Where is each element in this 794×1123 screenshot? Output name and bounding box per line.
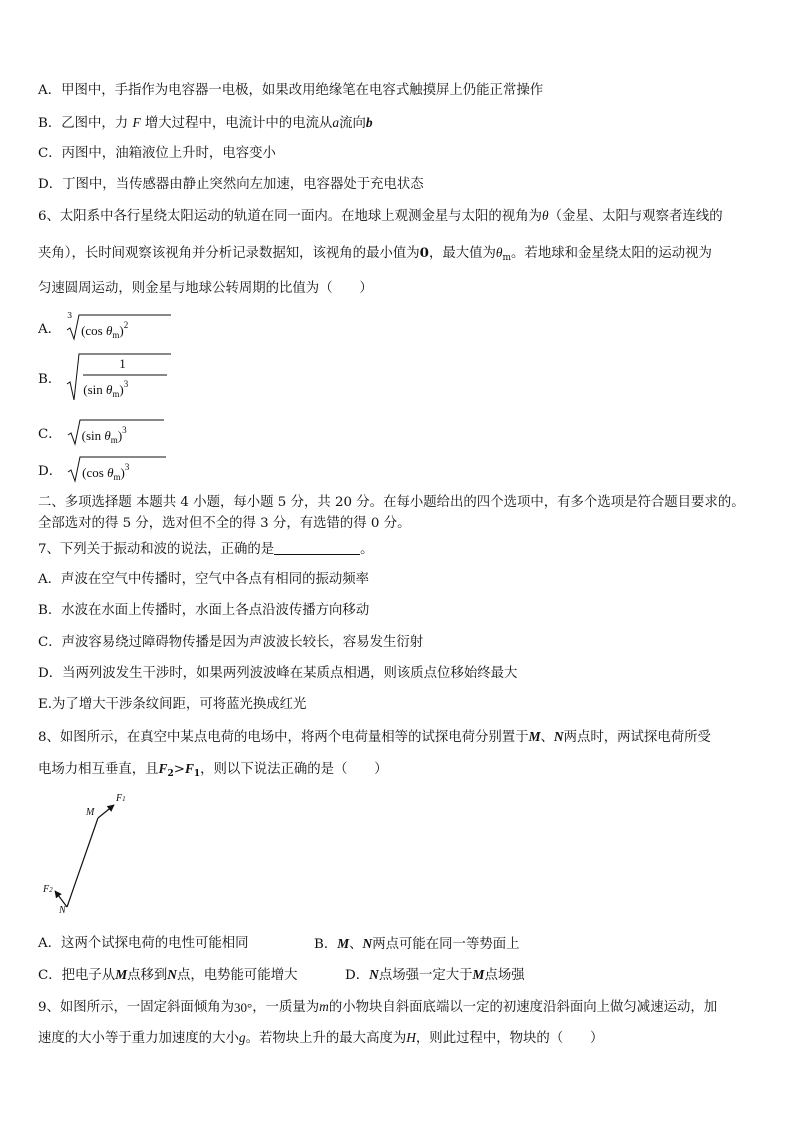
- q7-option-c: C．声波容易绕过障碍物传播是因为声波波长较长，容易发生衍射: [38, 635, 424, 650]
- q7-stem: 7、下列关于振动和波的说法，正确的是 。: [38, 542, 374, 557]
- q9-stem-line2: 速度的大小等于重力加速度的大小g。若物块上升的最大高度为H，则此过程中，物块的（ ）: [38, 1030, 604, 1046]
- q7-option-d: D．当两列波发生干涉时，如果两列波波峰在某质点相遇，则该质点位移始终最大: [38, 666, 518, 681]
- mn-line: [67, 818, 98, 907]
- q8-option-b: B．M、N两点可能在同一等势面上: [314, 936, 520, 952]
- label-m: M: [86, 807, 95, 818]
- q6-stem-line1: 6、太阳系中各行星绕太阳运动的轨道在同一面内。在地球上观测金星与太阳的视角为θ（金星、太阳与观察者连线的: [38, 208, 723, 224]
- label-f2: F2: [43, 884, 53, 895]
- q8-stem-line1: 8、如图所示，在真空中某点电荷的电场中，将两个电荷量相等的试探电荷分别置于M、N两点时，两试探电荷所受: [38, 729, 711, 745]
- section-2-instructions-line1: 二、多项选择题 本题共 4 小题，每小题 5 分，共 20 分。在每小题给出的四个选项中，有多个选项是符合题目要求的。: [38, 495, 745, 510]
- section-2-instructions-line2: 全部选对的得 5 分，选对但不全的得 3 分，有选错的得 0 分。: [38, 516, 411, 531]
- q6-option-a: A． 3 (cos $\theta_m)^2$: [38, 313, 171, 341]
- q6-option-b: B． 1 (sin $\theta_m)^3$: [38, 352, 171, 402]
- q8-option-c: C．把电子从M点移到N点，电势能可能增大: [38, 967, 298, 983]
- q8-stem-line2: 电场力相互垂直，且$F_2>F_1$，则以下说法正确的是（ ）: [38, 761, 388, 779]
- q5-option-c: C．丙图中，油箱液位上升时，电容变小: [38, 146, 276, 161]
- q5-option-d: D．丁图中，当传感器由静止突然向左加速，电容器处于充电状态: [38, 177, 424, 192]
- square-root-fraction: 1 (sin $\theta_m)^3$: [67, 352, 171, 402]
- q6-stem-line3: 匀速圆周运动，则金星与地球公转周期的比值为（ ）: [38, 281, 373, 296]
- q7-option-b: B．水波在水面上传播时，水面上各点沿波传播方向移动: [38, 603, 370, 618]
- square-root-expression: (sin $\theta_m)^3$: [68, 418, 164, 446]
- answer-blank: [274, 542, 360, 555]
- q8-option-a: A．这两个试探电荷的电性可能相同: [38, 936, 249, 951]
- q6-option-d: D． (cos $\theta_m)^3$: [38, 455, 166, 483]
- square-root-expression: (cos $\theta_m)^3$: [68, 455, 166, 483]
- q6-stem-line2: 夹角），长时间观察该视角并分析记录数据知，该视角的最小值为0，最大值为$\theta_m$。若地球和金星绕太阳的运动视为: [38, 245, 712, 263]
- q9-stem-line1: 9、如图所示，一固定斜面倾角为30°，一质量为m的小物块自斜面底端以一定的初速度沿斜面向上做匀减速运动，加: [38, 999, 718, 1015]
- q5-option-b: B．乙图中，力 F 增大过程中，电流计中的电流从a流向b: [38, 115, 373, 131]
- q7-option-e: E.为了增大干涉条纹间距，可将蓝光换成红光: [38, 697, 307, 712]
- cube-root-expression: 3 (cos $\theta_m)^2$: [67, 313, 171, 341]
- f1-arrow: [98, 805, 114, 818]
- q8-option-d: D．N点场强一定大于M点场强: [345, 967, 525, 983]
- label-f1: F1: [116, 793, 126, 804]
- label-n: N: [59, 905, 66, 916]
- q8-field-diagram: [36, 790, 146, 920]
- q7-option-a: A．声波在空气中传播时，空气中各点有相同的振动频率: [38, 572, 370, 587]
- q6-option-c: C． (sin $\theta_m)^3$: [38, 418, 164, 446]
- q5-option-a: A．甲图中，手指作为电容器一电极，如果改用绝缘笔在电容式触摸屏上仍能正常操作: [38, 83, 544, 98]
